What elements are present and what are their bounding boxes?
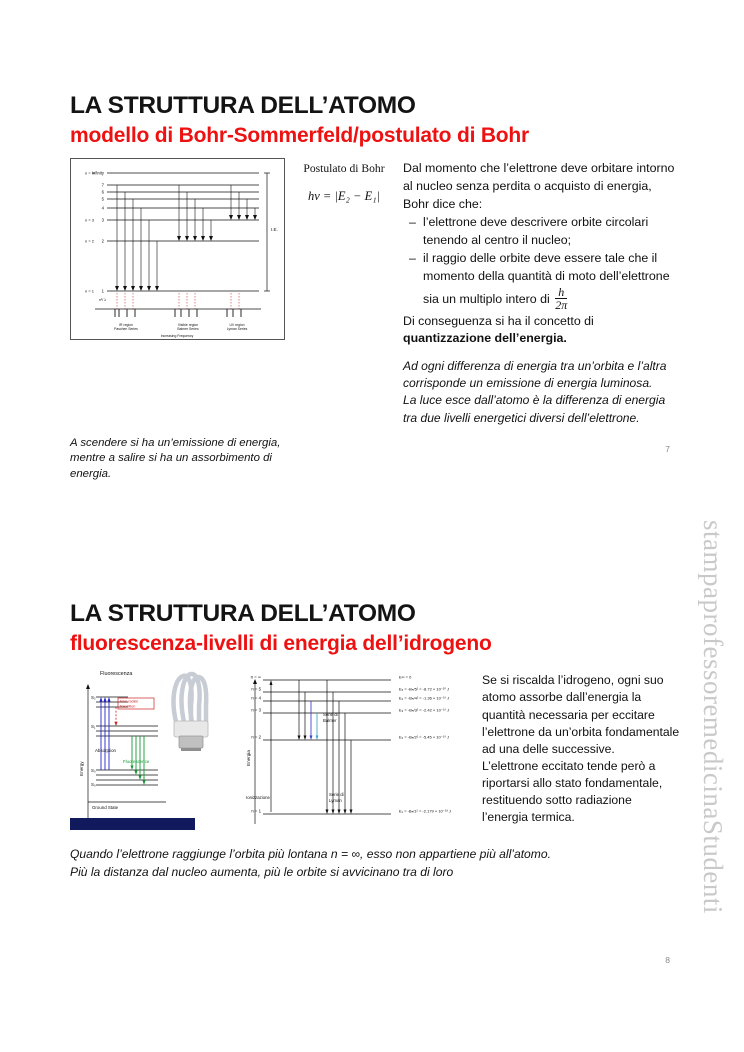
slide-2-caption bbox=[70, 846, 680, 881]
slide-2 bbox=[70, 600, 680, 881]
svg-text:S₀: S₀ bbox=[91, 782, 96, 788]
bullet-item-1: – l’elettrone deve descrivere orbite circolari tenendo al centro il nucleo; bbox=[421, 214, 680, 249]
slide-1-text bbox=[403, 158, 680, 426]
svg-text:3: 3 bbox=[101, 217, 104, 223]
svg-text:Lyman: Lyman bbox=[329, 798, 342, 804]
fluorescence-jablonski-diagram bbox=[70, 666, 225, 836]
hydrogen-levels-svg bbox=[241, 666, 466, 836]
svg-text:n = 4: n = 4 bbox=[251, 695, 261, 701]
svg-text:E₄ = -Bₕ/4² = -1.36 × 10⁻¹⁹ J: E₄ = -Bₕ/4² = -1.36 × 10⁻¹⁹ J bbox=[399, 695, 450, 701]
svg-text:E₁ = -Bₕ/1² = -2.179 × 10⁻¹⁸ J: E₁ = -Bₕ/1² = -2.179 × 10⁻¹⁸ J bbox=[399, 808, 452, 814]
svg-text:I.E.: I.E. bbox=[271, 227, 278, 233]
hydrogen-energy-levels-diagram bbox=[241, 666, 466, 836]
svg-text:Fluorescence: Fluorescence bbox=[123, 759, 150, 765]
bullet-list bbox=[403, 214, 680, 312]
svg-text:Infinity: Infinity bbox=[91, 170, 104, 176]
note-1: Ad ogni differenza di energia tra un’orbita e l’altra corrisponde un emissione di energia luminosa. bbox=[403, 359, 667, 391]
svg-text:Absorption: Absorption bbox=[95, 748, 116, 754]
svg-text:Serie di: Serie di bbox=[329, 792, 344, 798]
svg-text:n = 2: n = 2 bbox=[85, 238, 95, 244]
svg-text:1: 1 bbox=[101, 288, 104, 294]
bullet-item-2 bbox=[421, 250, 680, 311]
slide-2-text bbox=[476, 666, 680, 836]
svg-text:2: 2 bbox=[101, 238, 104, 244]
fraction-denominator: 2π bbox=[555, 298, 568, 313]
energy-level-diagram bbox=[70, 158, 285, 340]
slide-1 bbox=[70, 92, 680, 483]
svg-text:4: 4 bbox=[101, 205, 104, 211]
svg-text:Lyman Series: Lyman Series bbox=[226, 327, 248, 332]
slide-1-body bbox=[70, 158, 680, 426]
svg-text:E₅ = -Bₕ/5² = -8.72 × 10⁻²⁰ J: E₅ = -Bₕ/5² = -8.72 × 10⁻²⁰ J bbox=[399, 686, 449, 692]
svg-text:Non-radiat: Non-radiat bbox=[120, 699, 138, 704]
svg-text:Energy: Energy bbox=[79, 761, 84, 777]
paragraph-2: L’elettrone eccitato tende però a riportarsi allo stato fondamentale, restituendo sotto radiazione l’energia termica. bbox=[482, 758, 663, 824]
caption-line-2: Più la distanza dal nucleo aumenta, più le orbite si avvicinano tra di loro bbox=[70, 864, 454, 879]
slide-2-title: LA STRUTTURA DELL’ATOMO bbox=[70, 600, 416, 627]
fraction-numerator: h bbox=[558, 284, 565, 299]
svg-text:Energia: Energia bbox=[246, 750, 251, 767]
conseguenza-paragraph bbox=[403, 313, 680, 348]
postulate-formula: hν = |E₂ − E₁| bbox=[307, 189, 380, 204]
svg-text:UV region: UV region bbox=[229, 323, 245, 328]
svg-text:Ionizzazione: Ionizzazione bbox=[246, 795, 270, 801]
conseguenza-text: Di conseguenza si ha il concetto di bbox=[403, 313, 594, 328]
svg-text:n = 1: n = 1 bbox=[85, 288, 95, 294]
paragraph-1: Se si riscalda l’idrogeno, ogni suo atomo assorbe dall’energia la quantità necessaria per eccitare l’elettrone da un’orbita fondamentale ad una delle successive. bbox=[482, 673, 680, 756]
caption-line-1: Quando l’elettrone raggiunge l’orbita più lontana n = ∞, esso non appartiene più all’atomo. bbox=[70, 847, 551, 862]
svg-text:n = 5: n = 5 bbox=[251, 686, 261, 692]
svg-text:n²/ λ: n²/ λ bbox=[99, 298, 106, 303]
planck-fraction bbox=[555, 286, 567, 312]
svg-text:n = 3: n = 3 bbox=[251, 707, 261, 713]
svg-text:Ground State: Ground State bbox=[92, 805, 119, 811]
svg-text:n = ∞: n = ∞ bbox=[250, 674, 261, 680]
svg-text:Visible region: Visible region bbox=[177, 323, 199, 328]
svg-text:E₃ = -Bₕ/3² = -2.42 × 10⁻¹⁹ J: E₃ = -Bₕ/3² = -2.42 × 10⁻¹⁹ J bbox=[399, 707, 450, 713]
svg-text:7: 7 bbox=[101, 182, 104, 188]
postulate-block bbox=[295, 158, 393, 426]
svg-text:Balmer Series: Balmer Series bbox=[177, 327, 199, 332]
svg-text:6: 6 bbox=[101, 189, 104, 195]
svg-text:E∞ = 0: E∞ = 0 bbox=[399, 674, 412, 680]
postulate-title: Postulato di Bohr bbox=[303, 162, 385, 176]
svg-text:5: 5 bbox=[101, 196, 104, 202]
svg-text:n = 2: n = 2 bbox=[251, 734, 261, 740]
slide-1-title: LA STRUTTURA DELL’ATOMO bbox=[70, 92, 416, 119]
svg-text:S₀: S₀ bbox=[91, 768, 96, 774]
watermark: stampaprofessoremedicinaStudenti bbox=[698, 520, 728, 914]
slide-1-figure-caption: A scendere si ha un’emissione di energia, mentre a salire si ha un assorbimento di energia. bbox=[70, 436, 281, 481]
note-2: La luce esce dall’atomo è la differenza di energia tra due livelli energetici diversi dell’elettrone. bbox=[403, 393, 666, 425]
svg-text:Increasing Frequency: Increasing Frequency bbox=[160, 334, 194, 339]
slide-2-subtitle: fluorescenza-livelli di energia dell’idrogeno bbox=[70, 632, 492, 656]
page-number-7: 7 bbox=[665, 444, 670, 454]
svg-text:E₂ = -Bₕ/2² = -5.45 × 10⁻¹⁹ J: E₂ = -Bₕ/2² = -5.45 × 10⁻¹⁹ J bbox=[399, 734, 450, 740]
svg-text:Paschen Series: Paschen Series bbox=[114, 327, 138, 332]
svg-text:n = 1: n = 1 bbox=[251, 808, 261, 814]
svg-text:Fluorescenza: Fluorescenza bbox=[100, 671, 133, 678]
intro-paragraph: Dal momento che l’elettrone deve orbitare intorno al nucleo senza perdita o acquisto di energia, Bohr dice che: bbox=[403, 161, 675, 211]
slide-1-subtitle: modello di Bohr-Sommerfeld/postulato di Bohr bbox=[70, 124, 530, 148]
svg-text:Balmer: Balmer bbox=[323, 718, 337, 724]
italic-notes bbox=[403, 358, 680, 427]
svg-text:S₁: S₁ bbox=[91, 724, 96, 730]
svg-text:transition: transition bbox=[120, 704, 136, 709]
conseguenza-bold: quantizzazione dell’energia. bbox=[403, 331, 567, 346]
slide-2-body bbox=[70, 666, 680, 836]
svg-text:n = 3: n = 3 bbox=[85, 217, 95, 223]
page-number-8: 8 bbox=[665, 955, 670, 965]
cfl-bulb-image bbox=[162, 666, 220, 752]
bullet-item-2-text: il raggio delle orbite deve essere tale che il momento della quantità di moto dell’elettrone sia un multiplo intero di bbox=[423, 251, 670, 306]
svg-text:IR region: IR region bbox=[119, 323, 133, 328]
svg-text:S₂: S₂ bbox=[91, 695, 96, 701]
svg-text:n = ∞: n = ∞ bbox=[85, 170, 95, 176]
energy-level-diagram-svg bbox=[71, 159, 284, 339]
svg-text:Serie di: Serie di bbox=[323, 712, 338, 718]
